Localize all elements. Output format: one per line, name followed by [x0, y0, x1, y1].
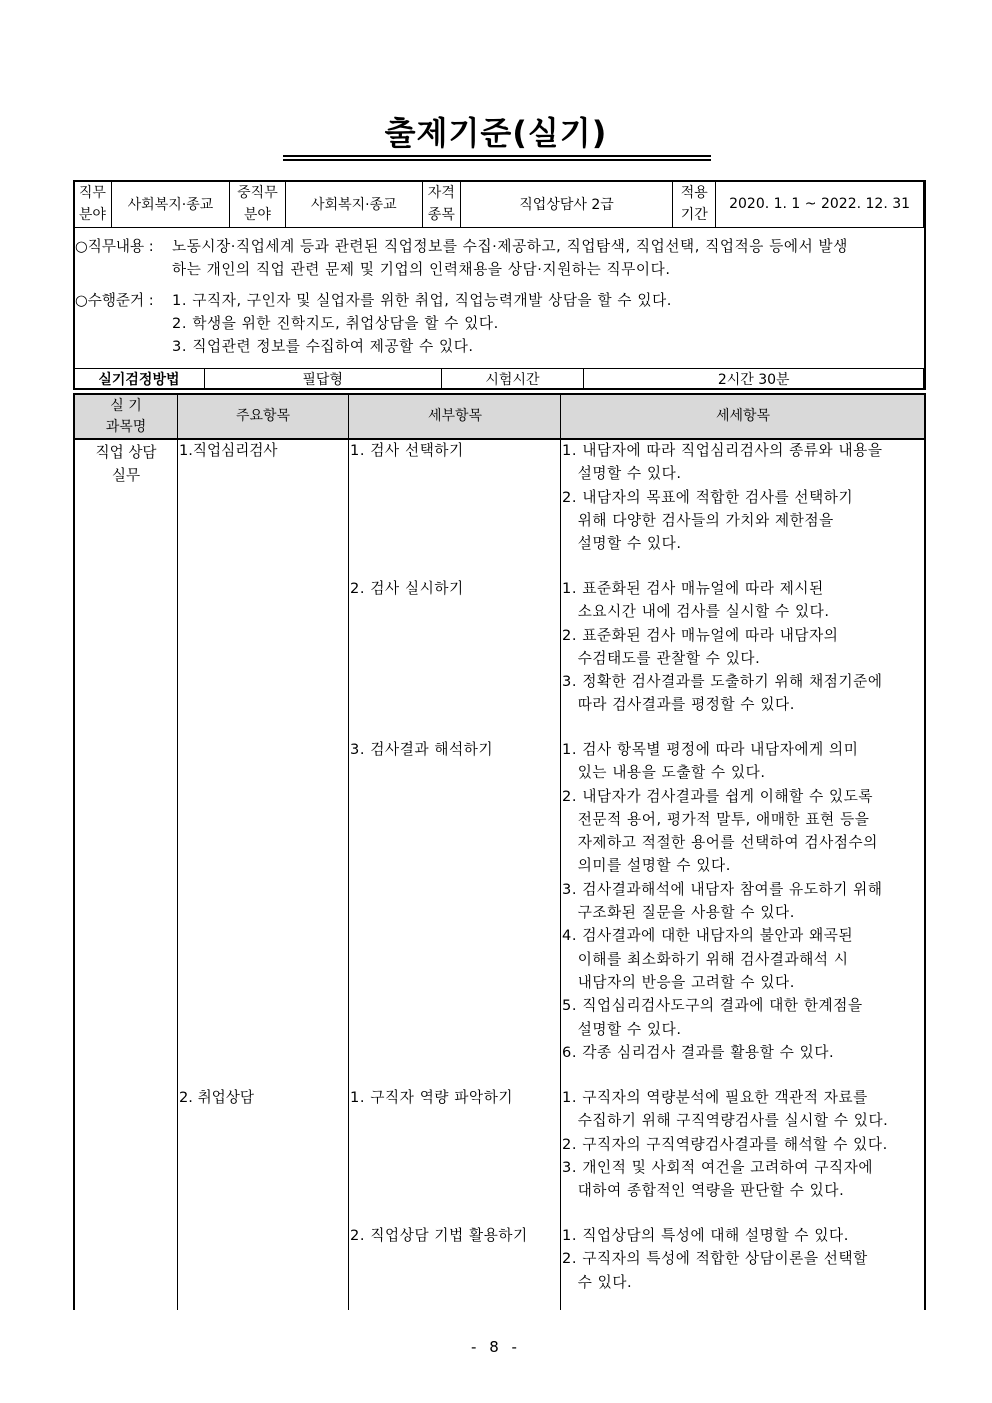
header-detail: 세세항목 [715, 408, 771, 424]
period-label: 적용 기간 [673, 181, 716, 228]
detail-item: 1. 내담자에 따라 직업심리검사의 종류와 내용을 설명할 수 있다. [562, 442, 883, 483]
detail-group [562, 439, 924, 555]
description-block [75, 235, 923, 358]
detail-group [562, 738, 924, 1064]
criteria-line: 3. 직업관련 정보를 수집하여 제공할 수 있다. [172, 338, 474, 355]
job-desc-line: 하는 개인의 직업 관련 문제 및 기업의 인력채용을 상담·지원하는 직무이다. [172, 261, 671, 278]
page-number: - 8 - [471, 1338, 521, 1356]
title-underline-2 [283, 159, 711, 161]
table-header [75, 395, 924, 440]
criteria-table [73, 393, 926, 1310]
method-value: 필답형 [204, 369, 441, 390]
title-underline [283, 155, 711, 157]
detail-item: 2. 내담자의 목표에 적합한 검사를 선택하기 위해 다양한 검사들의 가치와 제한점을 설명할 수 있다. [562, 488, 854, 553]
time-value: 2시간 30분 [584, 369, 924, 390]
detail-item: 2. 구직자의 특성에 적합한 상담이론을 선택할 수 있다. [562, 1250, 868, 1291]
column-divider [177, 395, 178, 1310]
sub-item: 2. 직업상담 기법 활용하기 [350, 1227, 528, 1244]
detail-group [562, 577, 924, 717]
job-desc-line: 노동시장·직업세계 등과 관련된 직업정보를 수집·제공하고, 직업탐색, 직업선택, 직업적응 등에서 발생 [172, 238, 848, 255]
criteria-text [172, 289, 923, 358]
info-table [73, 180, 924, 228]
detail-item: 3. 검사결과해석에 내담자 참여를 유도하기 위해 구조화된 질문을 사용할 수 있다. [562, 880, 883, 922]
main-item: 1.직업심리검사 [179, 442, 278, 459]
period-value: 2020. 1. 1 ~ 2022. 12. 31 [716, 181, 924, 228]
criteria-line: 1. 구직자, 구인자 및 실업자를 위한 취업, 직업능력개발 상담을 할 수 있다. [172, 292, 673, 309]
method-table [73, 368, 924, 390]
detail-item: 1. 구직자의 역량분석에 필요한 객관적 자료를 수집하기 위해 구직역량검사를 실시할 수 있다. [562, 1089, 889, 1130]
detail-group [562, 1086, 924, 1202]
detail-item: 2. 표준화된 검사 매뉴얼에 따라 내담자의 수검태도를 관찰할 수 있다. [562, 626, 839, 667]
sub-item: 1. 구직자 역량 파악하기 [350, 1089, 514, 1106]
sub-item: 1. 검사 선택하기 [350, 442, 464, 459]
header-subject: 실 기 과목명 [105, 397, 147, 435]
header-main: 주요항목 [235, 408, 291, 424]
field-label: 직무 분야 [74, 181, 112, 228]
detail-item: 3. 개인적 및 사회적 여건을 고려하여 구직자에 대하여 종합적인 역량을 판단할 수 있다. [562, 1158, 874, 1200]
title-wrap [0, 108, 992, 154]
sub-item: 3. 검사결과 해석하기 [350, 741, 494, 758]
sub-item: 2. 검사 실시하기 [350, 580, 464, 597]
criteria-row [75, 289, 923, 358]
subfield-label: 중직무 분야 [230, 181, 286, 228]
detail-item: 4. 검사결과에 대한 내담자의 불안과 왜곡된 이해를 최소화하기 위해 검사결과해석 시 내담자의 반응을 고려할 수 있다. [562, 927, 854, 991]
detail-item: 1. 검사 항목별 평정에 따라 내담자에게 의미 있는 내용을 도출할 수 있다. [562, 741, 859, 782]
detail-item: 3. 정확한 검사결과를 도출하기 위해 채점기준에 따라 검사결과를 평정할 수 있다. [562, 673, 883, 714]
page-title: 출제기준(실기) [384, 114, 608, 152]
column-divider [348, 395, 349, 1310]
header-sub: 세부항목 [427, 408, 483, 424]
main-item: 2. 취업상담 [179, 1089, 254, 1106]
column-divider [560, 395, 561, 1310]
method-label: 실기검정방법 [74, 369, 205, 390]
detail-item: 1. 표준화된 검사 매뉴얼에 따라 제시된 소요시간 내에 검사를 실시할 수 있다. [562, 580, 830, 621]
criteria-label: ○수행준거 : [75, 292, 154, 309]
qual-value: 직업상담사 2급 [460, 181, 673, 228]
job-desc-label: ○직무내용 : [75, 238, 154, 255]
detail-item: 6. 각종 심리검사 결과를 활용할 수 있다. [562, 1043, 835, 1061]
detail-group [562, 1224, 924, 1294]
detail-item: 2. 구직자의 구직역량검사결과를 해석할 수 있다. [562, 1135, 888, 1153]
field-value: 사회복지·종교 [111, 181, 229, 228]
job-desc-row [75, 235, 923, 281]
detail-item: 5. 직업심리검사도구의 결과에 대한 한계점을 설명할 수 있다. [562, 997, 863, 1038]
subfield-value: 사회복지·종교 [285, 181, 422, 228]
time-label: 시험시간 [441, 369, 584, 390]
subject-name: 직업 상담 실무 [95, 444, 157, 485]
qual-label: 자격 종목 [422, 181, 460, 228]
detail-item: 1. 직업상담의 특성에 대해 설명할 수 있다. [562, 1227, 849, 1244]
criteria-line: 2. 학생을 위한 진학지도, 취업상담을 할 수 있다. [172, 315, 499, 332]
job-desc-text [172, 235, 923, 281]
detail-item: 2. 내담자가 검사결과를 쉽게 이해할 수 있도록 전문적 용어, 평가적 말투, 애매한 표현 등을 자제하고 적절한 용어를 선택하여 검사점수의 의미를 설명할 수 있다. [562, 787, 878, 875]
